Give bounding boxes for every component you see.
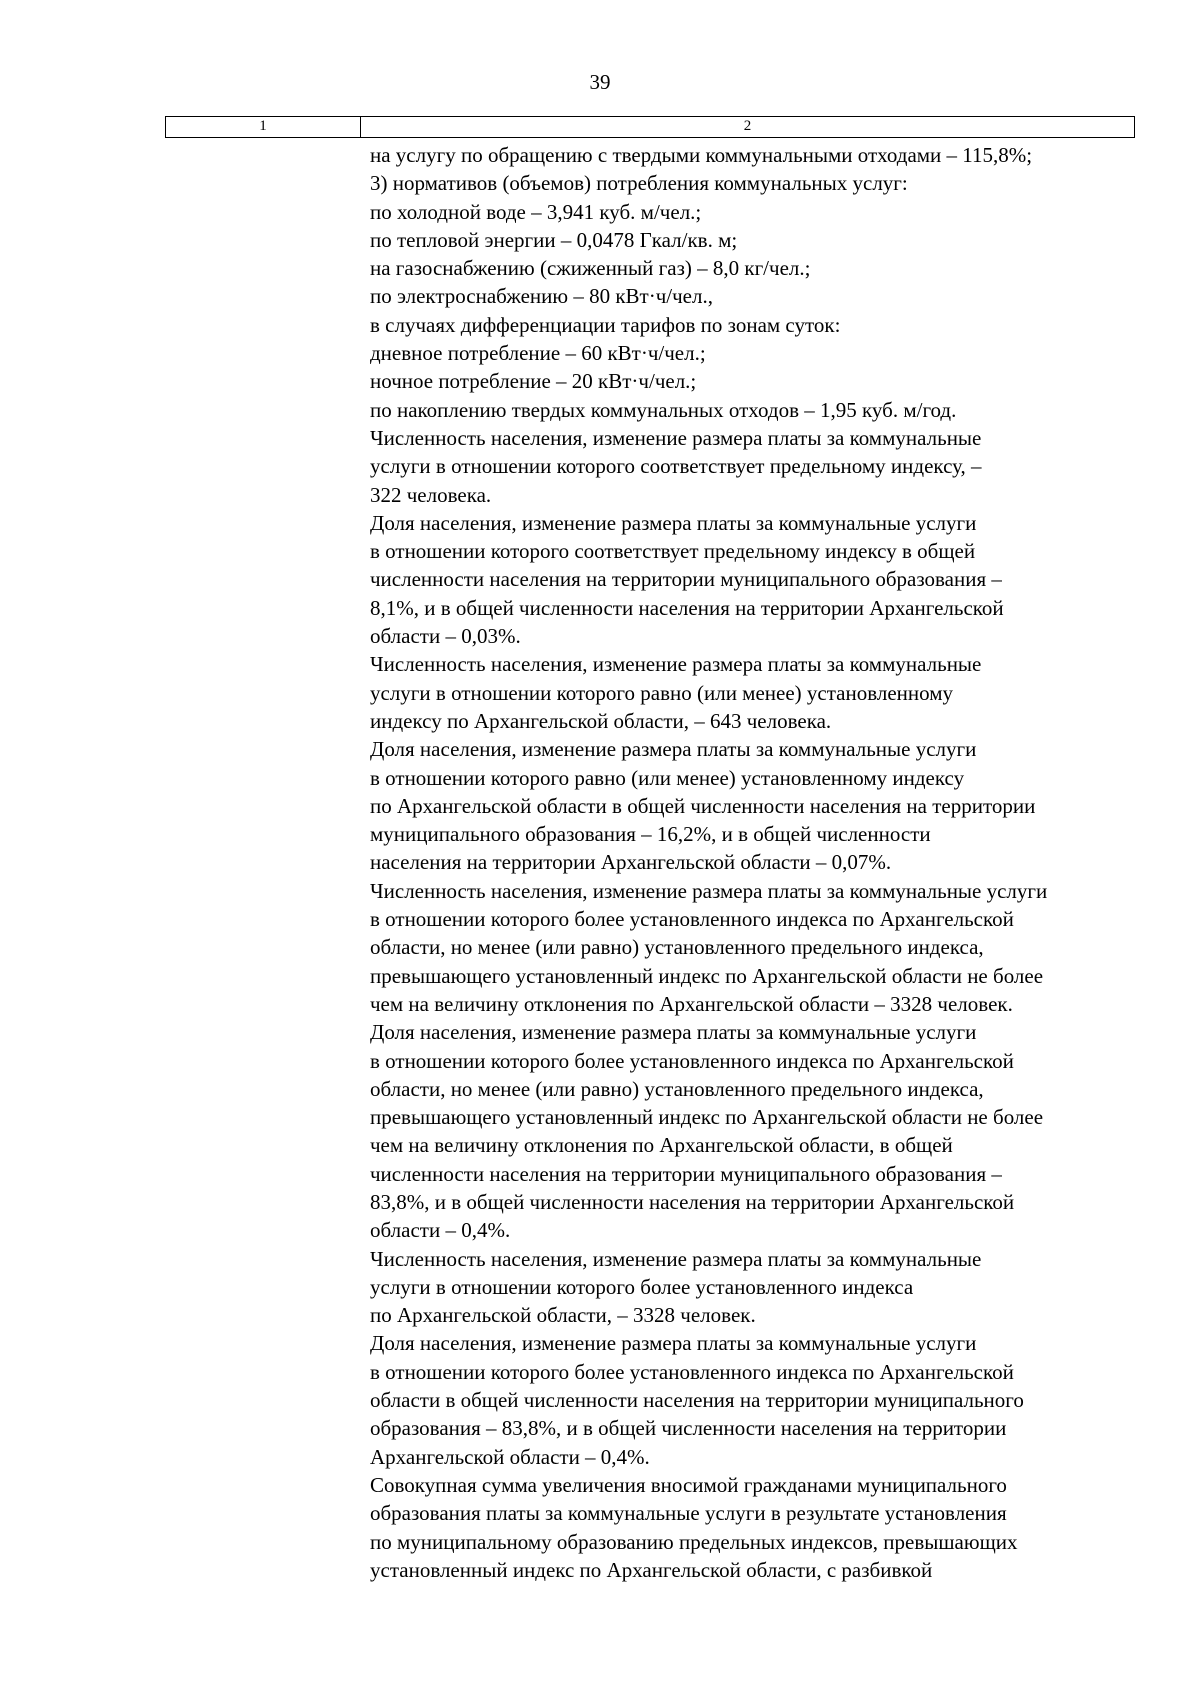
text-line: образования платы за коммунальные услуги в результате установления xyxy=(370,1501,1007,1526)
table-header xyxy=(165,116,1135,138)
text-line: Численность населения, изменение размера платы за коммунальные xyxy=(370,652,982,677)
text-line: 8,1%, и в общей численности населения на территории Архангельской xyxy=(370,595,1004,620)
text-line: в отношении которого более установленного индекса по Архангельской xyxy=(370,1048,1014,1073)
text-line: ночное потребление – 20 кВт·ч/чел.; xyxy=(370,369,697,394)
page-number: 39 xyxy=(589,70,611,94)
text-line: муниципального образования – 16,2%, и в общей численности xyxy=(370,822,931,847)
text-line: дневное потребление – 60 кВт·ч/чел.; xyxy=(370,341,706,366)
text-line: Доля населения, изменение размера платы за коммунальные услуги xyxy=(370,737,977,762)
text-line: в случаях дифференциации тарифов по зонам суток: xyxy=(370,312,841,337)
text-line: численности населения на территории муниципального образования – xyxy=(370,567,1002,592)
text-line: превышающего установленный индекс по Архангельской области не более xyxy=(370,963,1044,988)
text-line: области – 0,03%. xyxy=(370,624,521,649)
text-line: Доля населения, изменение размера платы за коммунальные услуги xyxy=(370,1331,977,1356)
text-line: на услугу по обращению с твердыми коммунальными отходами – 115,8%; xyxy=(370,143,1033,167)
text-line: по накоплению твердых коммунальных отходов – 1,95 куб. м/год. xyxy=(370,397,957,422)
text-line: Совокупная сумма увеличения вносимой гражданами муниципального xyxy=(370,1472,1007,1497)
text-line: услуги в отношении которого соответствует предельному индексу, – xyxy=(370,454,982,479)
text-line: населения на территории Архангельской области – 0,07%. xyxy=(370,850,892,875)
text-line: услуги в отношении которого равно (или менее) установленному xyxy=(370,680,954,705)
text-line: 83,8%, и в общей численности населения на территории Архангельской xyxy=(370,1189,1015,1214)
text-line: Архангельской области – 0,4%. xyxy=(370,1444,650,1469)
text-line: области, но менее (или равно) установленного предельного индекса, xyxy=(370,1076,984,1101)
document-body xyxy=(370,141,1150,1584)
text-line: услуги в отношении которого более установленного индекса xyxy=(370,1274,914,1299)
text-line: в отношении которого соответствует предельному индексу в общей xyxy=(370,539,976,564)
text-line: по Архангельской области, – 3328 человек. xyxy=(370,1303,756,1328)
text-line: 322 человека. xyxy=(370,482,492,507)
text-line: по электроснабжению – 80 кВт·ч/чел., xyxy=(370,284,713,309)
text-line: в отношении которого более установленного индекса по Архангельской xyxy=(370,1359,1014,1384)
text-line: по тепловой энергии – 0,0478 Гкал/кв. м; xyxy=(370,227,738,252)
text-line: численности населения на территории муниципального образования – xyxy=(370,1161,1002,1186)
text-line: Численность населения, изменение размера платы за коммунальные xyxy=(370,1246,982,1271)
text-line: образования – 83,8%, и в общей численности населения на территории xyxy=(370,1416,1007,1441)
text-line: 3) нормативов (объемов) потребления коммунальных услуг: xyxy=(370,171,908,196)
text-line: установленный индекс по Архангельской области, с разбивкой xyxy=(370,1557,933,1582)
text-line: по муниципальному образованию предельных индексов, превышающих xyxy=(370,1529,1018,1554)
text-line: в отношении которого равно (или менее) установленному индексу xyxy=(370,765,965,790)
text-line: Доля населения, изменение размера платы за коммунальные услуги xyxy=(370,1020,977,1045)
text-line: на газоснабжению (сжиженный газ) – 8,0 кг/чел.; xyxy=(370,256,811,281)
text-line: превышающего установленный индекс по Архангельской области не более xyxy=(370,1105,1044,1130)
text-line: Численность населения, изменение размера платы за коммунальные xyxy=(370,425,982,450)
text-line: Численность населения, изменение размера платы за коммунальные услуги xyxy=(370,878,1048,903)
table-header-col-1: 1 xyxy=(166,117,361,137)
text-line: Доля населения, изменение размера платы за коммунальные услуги xyxy=(370,510,977,535)
text-line: области в общей численности населения на территории муниципального xyxy=(370,1388,1024,1413)
text-line: области – 0,4%. xyxy=(370,1218,511,1243)
text-line: чем на величину отклонения по Архангельской области, в общей xyxy=(370,1133,953,1158)
text-line: области, но менее (или равно) установленного предельного индекса, xyxy=(370,935,984,960)
text-line: индексу по Архангельской области, – 643 человека. xyxy=(370,708,832,733)
text-line: по Архангельской области в общей численности населения на территории xyxy=(370,793,1036,818)
text-line: чем на величину отклонения по Архангельской области – 3328 человек. xyxy=(370,991,1013,1016)
text-line: по холодной воде – 3,941 куб. м/чел.; xyxy=(370,199,702,224)
table-header-col-2: 2 xyxy=(743,118,752,134)
text-line: в отношении которого более установленного индекса по Архангельской xyxy=(370,907,1014,932)
